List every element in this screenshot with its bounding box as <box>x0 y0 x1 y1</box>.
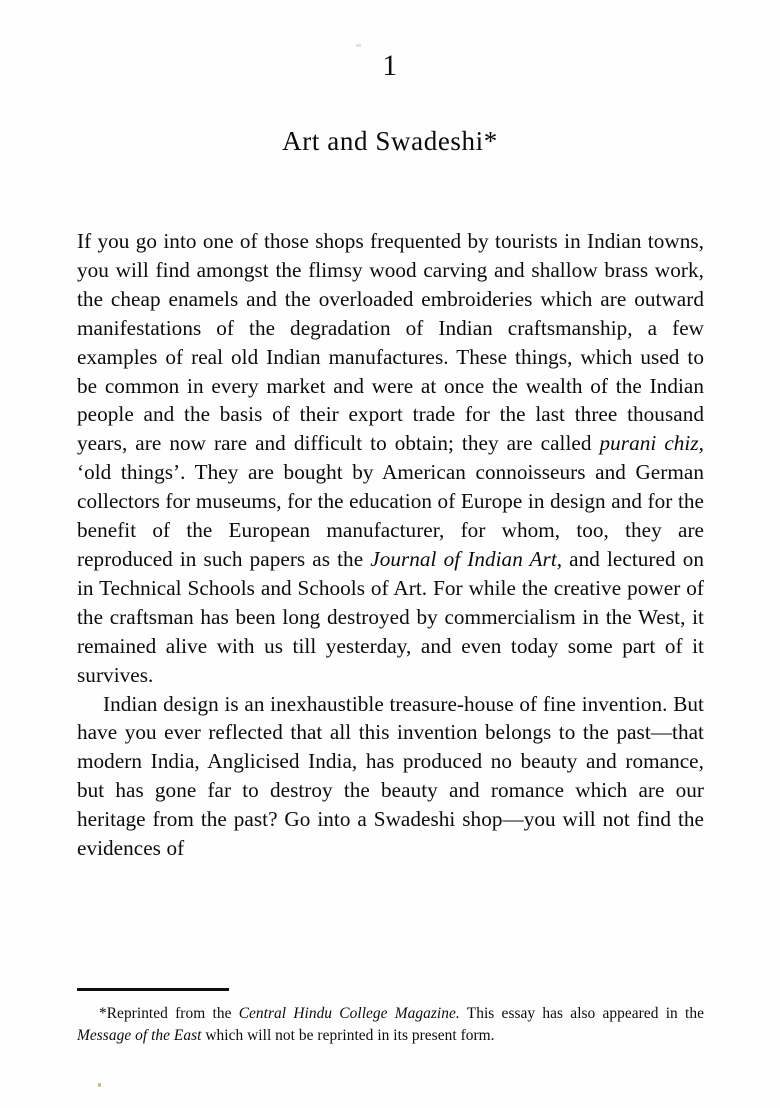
text-run: and lectured on in Technical Schools and Schools of Art. For while the creative power of the craftsman has been long destroyed by commercialism in the West, it remained alive with us till yesterday, and even today some part of it survives. <box>77 546 704 687</box>
page-title: Art and Swadeshi* <box>282 126 498 156</box>
body-text <box>77 227 704 863</box>
text-run: Indian design is an inexhaustible treasure-house of fine invention. But have you ever reflected that all this invention belongs to the past—that modern India, Anglicised India, has produced no beauty and romance, but has gone far to destroy the beauty and romance which are our heritage from the past? Go into a Swadeshi shop—you will not find the evidences of <box>77 691 704 861</box>
footnote-area <box>77 988 704 1046</box>
footnote-separator-rule <box>77 988 229 991</box>
text-run: If you go into one of those shops frequented by tourists in Indian towns, you will find amongst the flimsy wood carving and shallow brass work, the cheap enamels and the overloaded embroideries which are outward manifestations of the degradation of Indian craftsmanship, a few examples of real old Indian manufactures. These things, which used to be common in every market and were at once the wealth of the Indian people and the basis of their export trade for the last three thousand years, are now rare and difficult to obtain; they are called <box>77 229 704 456</box>
text-run: *Reprinted from the <box>99 1005 239 1022</box>
paragraph-1 <box>77 227 704 690</box>
italic-run: Journal of Indian Art, <box>370 546 563 571</box>
paragraph-2 <box>77 690 704 863</box>
chapter-number: 1 <box>382 49 398 82</box>
text-run: This essay has also appeared in the <box>459 1005 704 1022</box>
italic-run: Central Hindu College Magazine. <box>238 1005 460 1022</box>
scan-artifact-top <box>356 44 361 47</box>
italic-run: purani chiz, <box>599 431 705 456</box>
scan-artifact-bottom <box>98 1083 101 1087</box>
italic-run: Message of the East <box>77 1026 202 1044</box>
text-run: which will not be reprinted in its present form. <box>201 1026 495 1044</box>
footnote-text <box>77 1003 704 1046</box>
text-run: ‘old things’. They are bought by American connoisseurs and German collectors for museums, for the education of Europe in design and for the benefit of the European manufacturer, for whom, too, they are reproduced in such papers as the <box>77 460 704 571</box>
